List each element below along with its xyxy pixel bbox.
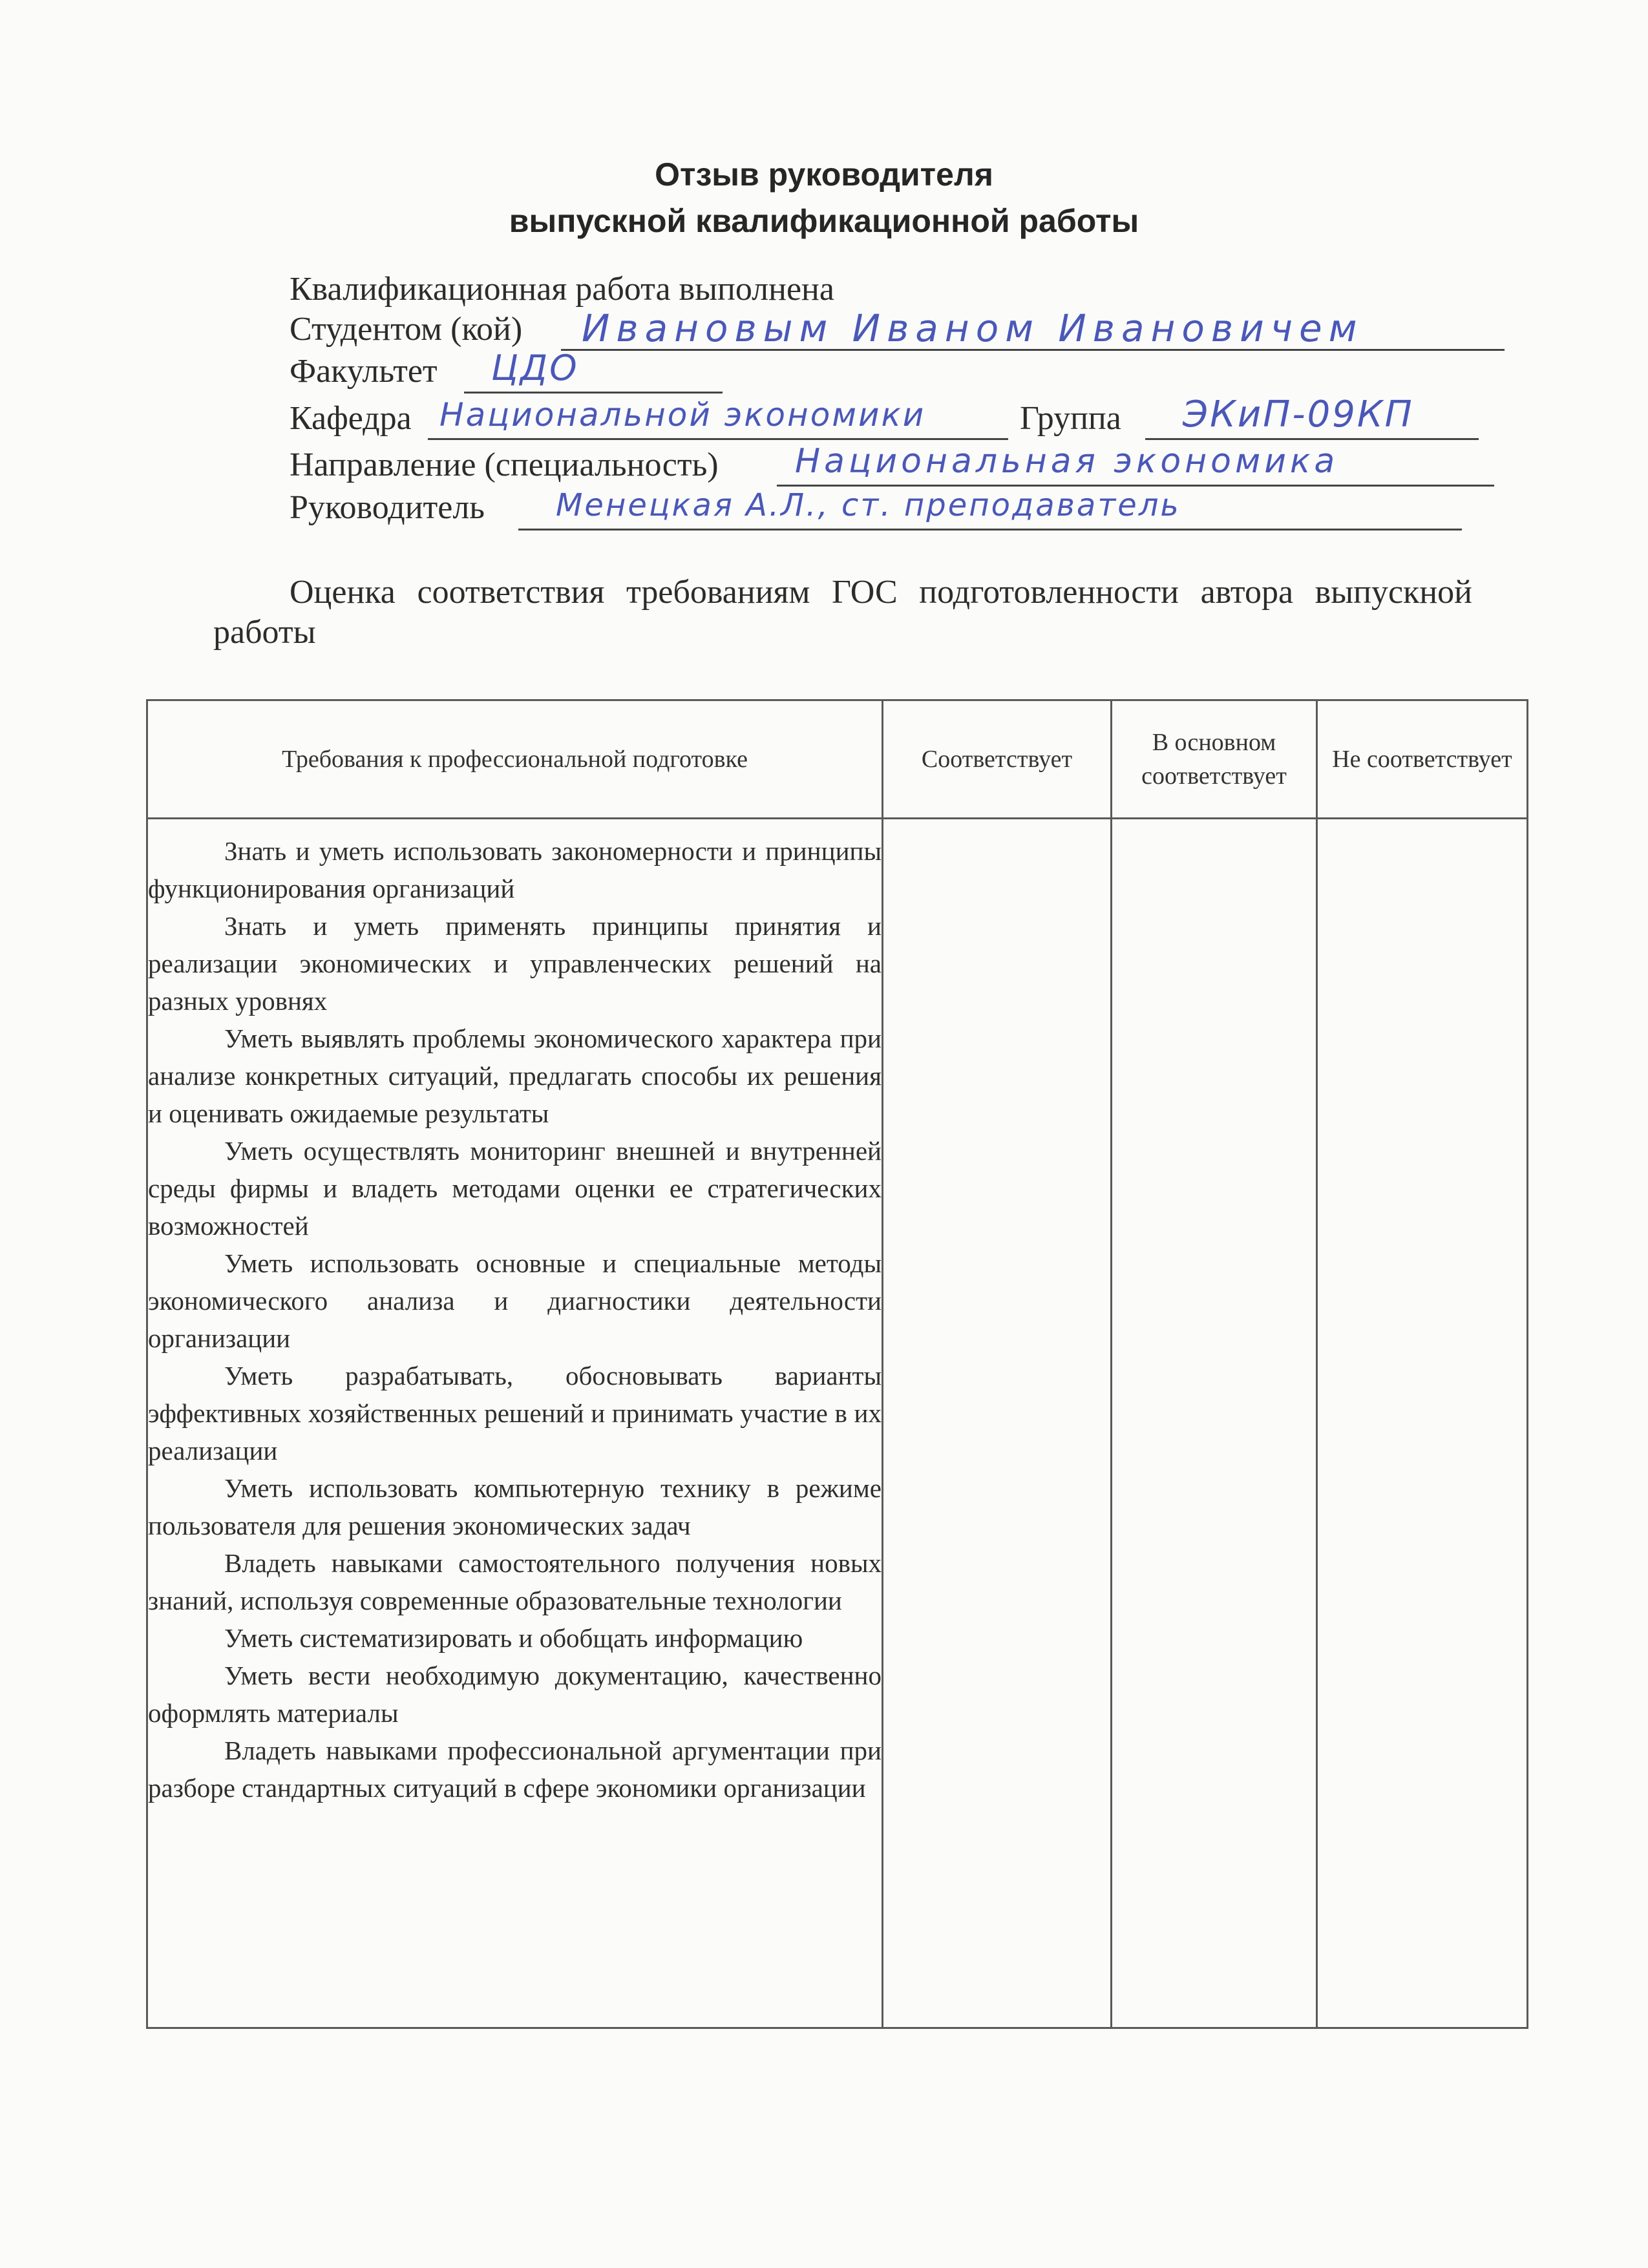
requirement-item: Уметь выявлять проблемы экономического характера при анализе конкретных ситуаций, предлагать способы их решения и оценивать ожидаемые результаты [148,1024,882,1128]
group-handwritten-value: ЭКиП-09КП [1183,394,1414,436]
student-handwritten-value: Ивановым Иваном Ивановичем [582,306,1364,350]
requirement-item: Уметь систематизировать и обобщать информацию [224,1623,803,1653]
supervisor-handwritten-value: Менецкая А.Л., ст. преподаватель [556,487,1181,523]
requirement-item: Уметь использовать основные и специальные методы экономического анализа и диагностики деятельности организации [148,1248,882,1353]
does-not-comply-cell[interactable] [1317,819,1528,2028]
header-does-not-comply: Не соответствует [1317,700,1528,819]
header-mostly-complies: В основном соответствует [1112,700,1317,819]
department-handwritten-value: Национальной экономики [439,396,926,434]
header-requirements: Требования к профессиональной подготовке [147,700,883,819]
student-label: Студентом (кой) [290,311,523,348]
requirement-item: Знать и уметь использовать закономерности и принципы функционирования организаций [148,836,882,903]
requirement-item: Владеть навыками самостоятельного получения новых знаний, используя современные образовательные технологии [148,1548,882,1615]
requirement-item: Уметь вести необходимую документацию, качественно оформлять материалы [148,1661,882,1728]
requirements-cell [147,819,883,2028]
assessment-intro: Оценка соответствия требованиям ГОС подготовленности автора выпускной работы [213,574,1472,651]
requirements-table [146,699,1528,2029]
requirement-item: Уметь использовать компьютерную технику в режиме пользователя для решения экономических задач [148,1473,882,1540]
requirement-item: Владеть навыками профессиональной аргументации при разборе стандартных ситуаций в сфере экономики организации [148,1736,882,1803]
table-body-row [147,819,1528,2028]
direction-handwritten-value: Национальная экономика [795,442,1339,481]
faculty-handwritten-value: ЦДО [491,348,579,388]
mostly-complies-cell[interactable] [1112,819,1317,2028]
complies-cell[interactable] [883,819,1112,2028]
document-title-line2: выпускной квалификационной работы [509,203,1139,239]
group-label: Группа [1020,400,1121,437]
work-completed-label: Квалификационная работа выполнена [290,271,834,308]
requirement-item: Уметь разрабатывать, обосновывать варианты эффективных хозяйственных решений и принимать участие в их реализации [148,1361,882,1465]
supervisor-label: Руководитель [290,489,485,526]
requirement-item: Уметь осуществлять мониторинг внешней и внутренней среды фирмы и владеть методами оценки ее стратегических возможностей [148,1136,882,1241]
requirement-item: Знать и уметь применять принципы принятия и реализации экономических и управленческих решений на разных уровнях [148,911,882,1016]
document-title-line1: Отзыв руководителя [655,156,993,193]
department-label: Кафедра [290,400,412,437]
direction-label: Направление (специальность) [290,446,719,483]
table-header-row [147,700,1528,819]
header-complies: Соответствует [883,700,1112,819]
faculty-label: Факультет [290,353,438,390]
